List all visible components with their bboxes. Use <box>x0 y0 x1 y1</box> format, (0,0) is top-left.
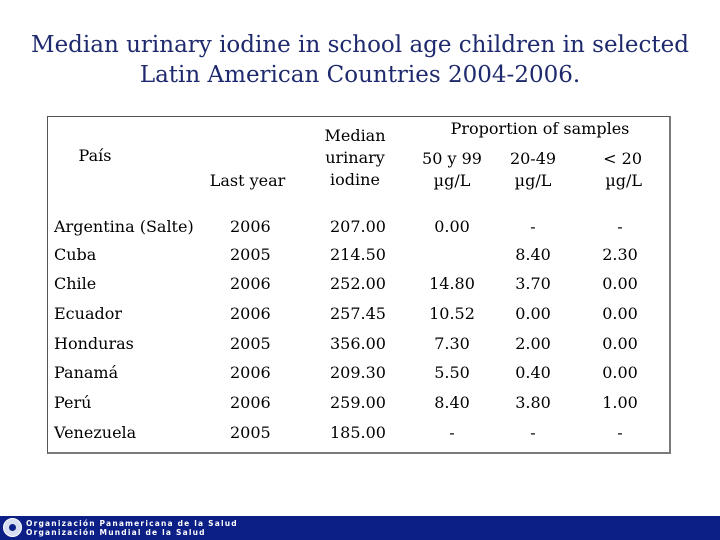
slide-title <box>0 30 720 90</box>
cell-p20-49: - <box>530 423 536 442</box>
cell-plt20: 2.30 <box>602 245 638 264</box>
cell-p50-99: - <box>449 423 455 442</box>
cell-country: Argentina (Salte) <box>54 217 194 236</box>
cell-country: Panamá <box>54 363 119 382</box>
cell-p50-99: 10.52 <box>429 304 475 323</box>
cell-p50-99: 7.30 <box>434 334 470 353</box>
footer-bar <box>0 516 720 540</box>
cell-year: 2006 <box>230 363 271 382</box>
cell-p20-49: 3.80 <box>515 393 551 412</box>
cell-country: Venezuela <box>54 423 137 442</box>
cell-year: 2005 <box>230 334 271 353</box>
header-col2-line-1: 20-49 <box>509 149 557 168</box>
cell-year: 2006 <box>230 304 271 323</box>
cell-median: 259.00 <box>330 393 386 412</box>
cell-median: 257.45 <box>330 304 386 323</box>
header-col3-line-1: < 20 <box>603 149 642 168</box>
cell-plt20: 1.00 <box>602 393 638 412</box>
cell-country: Perú <box>54 393 92 412</box>
cell-plt20: 0.00 <box>602 334 638 353</box>
cell-country: Honduras <box>54 334 134 353</box>
title-line-2: Latin American Countries 2004-2006. <box>139 62 581 88</box>
cell-country: Ecuador <box>54 304 123 323</box>
cell-median: 185.00 <box>330 423 386 442</box>
cell-p50-99: 0.00 <box>434 217 470 236</box>
cell-year: 2006 <box>230 274 271 293</box>
cell-p20-49: 3.70 <box>515 274 551 293</box>
cell-p50-99: 8.40 <box>434 393 470 412</box>
header-col1-line-2: µg/L <box>433 171 471 190</box>
header-last-year: Last year <box>209 171 286 190</box>
header-median-line-1: Median <box>324 126 386 145</box>
cell-median: 207.00 <box>330 217 386 236</box>
cell-country: Chile <box>54 274 97 293</box>
title-line-1: Median urinary iodine in school age children in selected <box>31 32 689 58</box>
header-country: País <box>78 146 112 165</box>
cell-p20-49: 8.40 <box>515 245 551 264</box>
header-proportion: Proportion of samples <box>450 119 630 138</box>
header-median-line-3: iodine <box>330 170 380 189</box>
header-col1-line-1: 50 y 99 <box>422 149 482 168</box>
footer-line-1: Organización Panamericana de la Salud <box>26 519 238 528</box>
cell-p20-49: - <box>530 217 536 236</box>
cell-plt20: 0.00 <box>602 274 638 293</box>
cell-p20-49: 2.00 <box>515 334 551 353</box>
cell-plt20: 0.00 <box>602 304 638 323</box>
cell-plt20: - <box>617 423 623 442</box>
cell-median: 356.00 <box>330 334 386 353</box>
cell-country: Cuba <box>54 245 97 264</box>
cell-p20-49: 0.00 <box>515 304 551 323</box>
paho-globe-icon <box>3 518 22 537</box>
cell-plt20: - <box>617 217 623 236</box>
cell-median: 209.30 <box>330 363 386 382</box>
cell-p50-99: 14.80 <box>429 274 475 293</box>
cell-median: 252.00 <box>330 274 386 293</box>
cell-year: 2005 <box>230 245 271 264</box>
cell-year: 2006 <box>230 217 271 236</box>
header-median-line-2: urinary <box>325 148 385 167</box>
cell-p20-49: 0.40 <box>515 363 551 382</box>
header-col2-line-2: µg/L <box>514 171 552 190</box>
cell-median: 214.50 <box>330 245 386 264</box>
cell-p50-99: 5.50 <box>434 363 470 382</box>
cell-year: 2005 <box>230 423 271 442</box>
header-col3-line-2: µg/L <box>605 171 642 190</box>
footer-line-2: Organización Mundial de la Salud <box>26 528 206 537</box>
cell-year: 2006 <box>230 393 271 412</box>
cell-plt20: 0.00 <box>602 363 638 382</box>
